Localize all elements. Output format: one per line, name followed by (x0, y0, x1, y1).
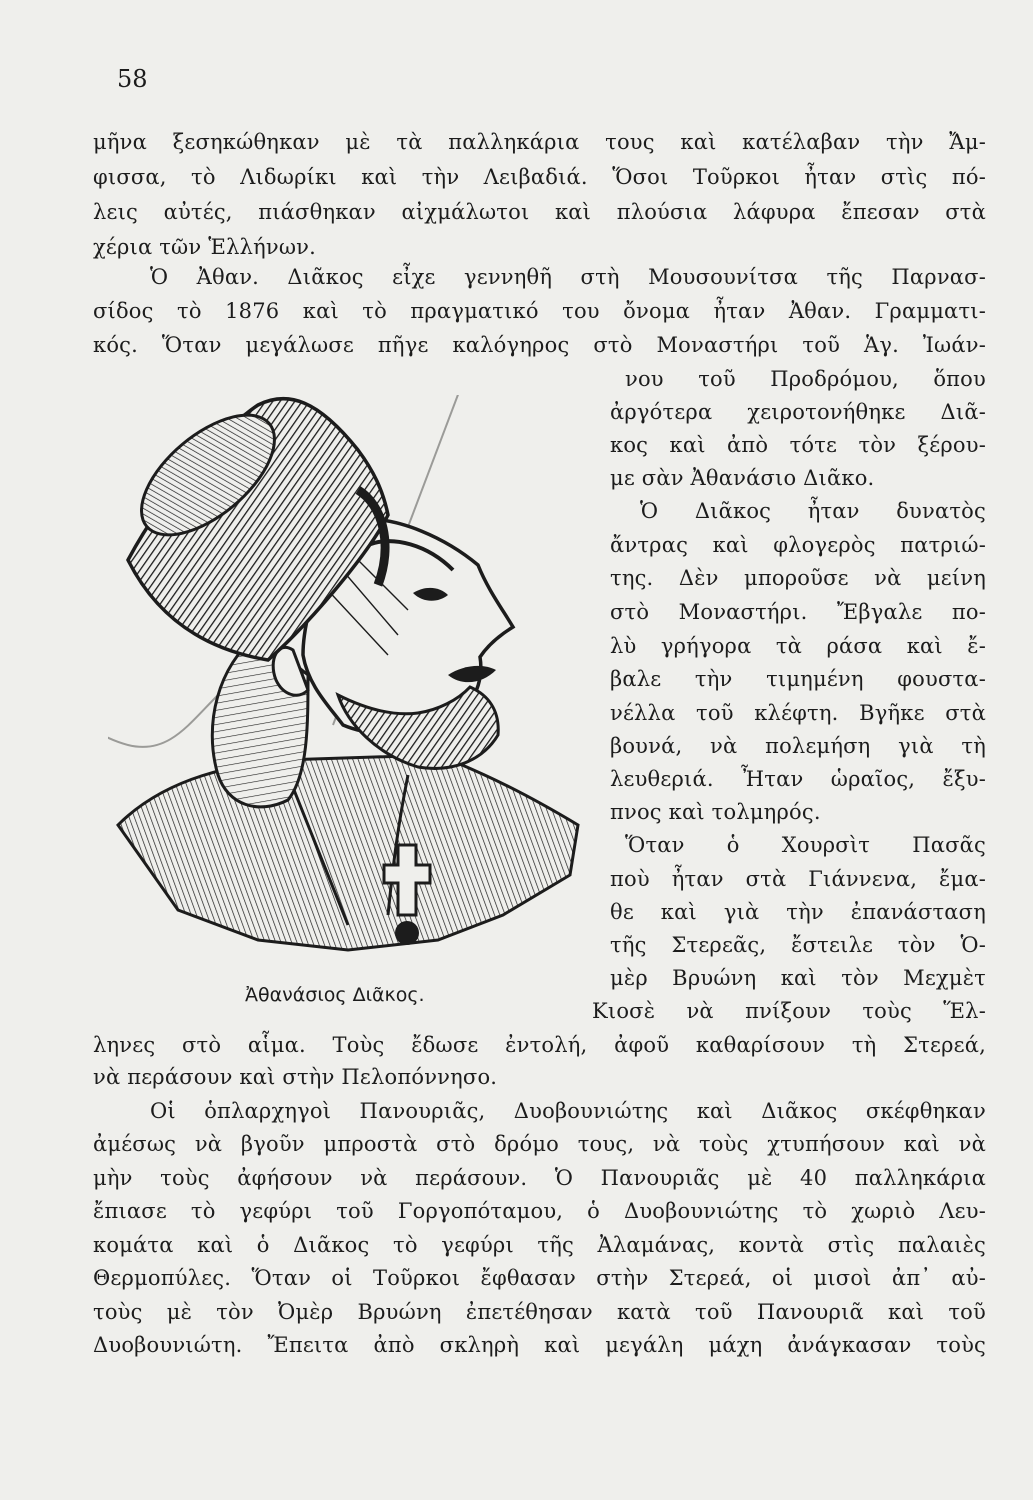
text-line: τοὺς μὲ τὸν Ὀμὲρ Βρυώνη ἐπετέθησαν κατὰ τοῦ Πανουριᾶ καὶ τοῦ (93, 1300, 986, 1324)
text-line: νου τοῦ Προδρόμου, ὅπου (625, 367, 986, 391)
text-line: ἀργότερα χειροτονήθηκε Διᾶ- (610, 400, 986, 424)
text-line: Ὁ Διᾶκος ἦταν δυνατὸς (640, 499, 986, 523)
text-line: ἀμέσως νὰ βγοῦν μπροστὰ στὸ δρόμο τους, νὰ τοὺς χτυπήσουν καὶ νὰ (93, 1132, 986, 1156)
text-line: Ὁ Ἀθαν. Διᾶκος εἶχε γεννηθῆ στὴ Μουσουνίτσα τῆς Παρνασ- (150, 265, 986, 289)
text-line: λεις αὐτές, πιάσθηκαν αἰχμάλωτοι καὶ πλούσια λάφυρα ἔπεσαν στὰ (93, 200, 986, 224)
text-line: μῆνα ξεσηκώθηκαν μὲ τὰ παλληκάρια τους καὶ κατέλαβαν τὴν Ἄμ- (93, 130, 986, 154)
text-line: στὸ Μοναστήρι. Ἔβγαλε πο- (610, 600, 986, 624)
text-line: σίδος τὸ 1876 καὶ τὸ πραγματικό του ὄνομα ἦταν Ἀθαν. Γραμματι- (93, 299, 986, 323)
text-line: νὰ περάσουν καὶ στὴν Πελοπόννησο. (93, 1065, 498, 1089)
text-line: νέλλα τοῦ κλέφτη. Βγῆκε στὰ (610, 701, 986, 725)
text-line: κός. Ὅταν μεγάλωσε πῆγε καλόγηρος στὸ Μοναστήρι τοῦ Ἁγ. Ἰωάν- (93, 333, 986, 357)
text-line: ποὺ ἦταν στὰ Γιάννενα, ἔμα- (610, 867, 986, 891)
figure-caption: Ἀθανάσιος Διᾶκος. (245, 984, 425, 1006)
page-number: 58 (117, 65, 148, 93)
text-line: ἔπιασε τὸ γεφύρι τοῦ Γοργοπόταμου, ὁ Δυοβουνιώτης τὸ χωριὸ Λευ- (93, 1199, 986, 1223)
text-line: τῆς Στερεᾶς, ἔστειλε τὸν Ὁ- (610, 933, 986, 957)
text-line: ἄντρας καὶ φλογερὸς πατριώ- (610, 533, 986, 557)
text-line: της. Δὲν μποροῦσε νὰ μείνη (610, 566, 986, 590)
text-line: χέρια τῶν Ἑλλήνων. (93, 235, 317, 259)
text-line: λὺ γρήγορα τὰ ράσα καὶ ἔ- (610, 634, 986, 658)
text-line: Οἱ ὁπλαρχηγοὶ Πανουριᾶς, Δυοβουνιώτης καὶ Διᾶκος σκέφθηκαν (150, 1099, 986, 1123)
text-line: φισσα, τὸ Λιδωρίκι καὶ τὴν Λειβαδιά. Ὅσοι Τοῦρκοι ἦταν στὶς πό- (93, 165, 986, 189)
text-line: λευθεριά. Ἦταν ὡραῖος, ἔξυ- (610, 767, 986, 791)
text-line: μὲρ Βρυώνη καὶ τὸν Μεχμὲτ (610, 966, 986, 990)
text-line: ληνες στὸ αἷμα. Τοὺς ἔδωσε ἐντολή, ἀφοῦ καθαρίσουν τὴ Στερεά, (93, 1033, 986, 1057)
portrait-illustration (108, 395, 583, 955)
text-line: Θερμοπύλες. Ὅταν οἱ Τοῦρκοι ἔφθασαν στὴν Στερεά, οἱ μισοὶ ἀπ᾽ αὐ- (93, 1266, 986, 1290)
text-line: με σὰν Ἀθανάσιο Διᾶκο. (610, 466, 875, 490)
text-line: θε καὶ γιὰ τὴν ἐπανάσταση (610, 900, 986, 924)
text-line: μὴν τοὺς ἀφήσουν νὰ περάσουν. Ὁ Πανουριᾶς μὲ 40 παλληκάρια (93, 1166, 986, 1190)
text-line: κος καὶ ἀπὸ τότε τὸν ξέρου- (610, 433, 986, 457)
text-line: βουνά, νὰ πολεμήση γιὰ τὴ (610, 734, 986, 758)
text-line: Ὅταν ὁ Χουρσὶτ Πασᾶς (625, 833, 986, 857)
text-line: Δυοβουνιώτη. Ἔπειτα ἀπὸ σκληρὴ καὶ μεγάλη μάχη ἀνάγκασαν τοὺς (93, 1333, 986, 1357)
text-line: κομάτα καὶ ὁ Διᾶκος τὸ γεφύρι τῆς Ἀλαμάνας, κοντὰ στὶς παλαιὲς (93, 1233, 986, 1257)
text-line: πνος καὶ τολμηρός. (610, 800, 821, 824)
text-line: Κιοσὲ νὰ πνίξουν τοὺς Ἕλ- (592, 999, 986, 1023)
text-line: βαλε τὴν τιμημένη φουστα- (610, 667, 986, 691)
